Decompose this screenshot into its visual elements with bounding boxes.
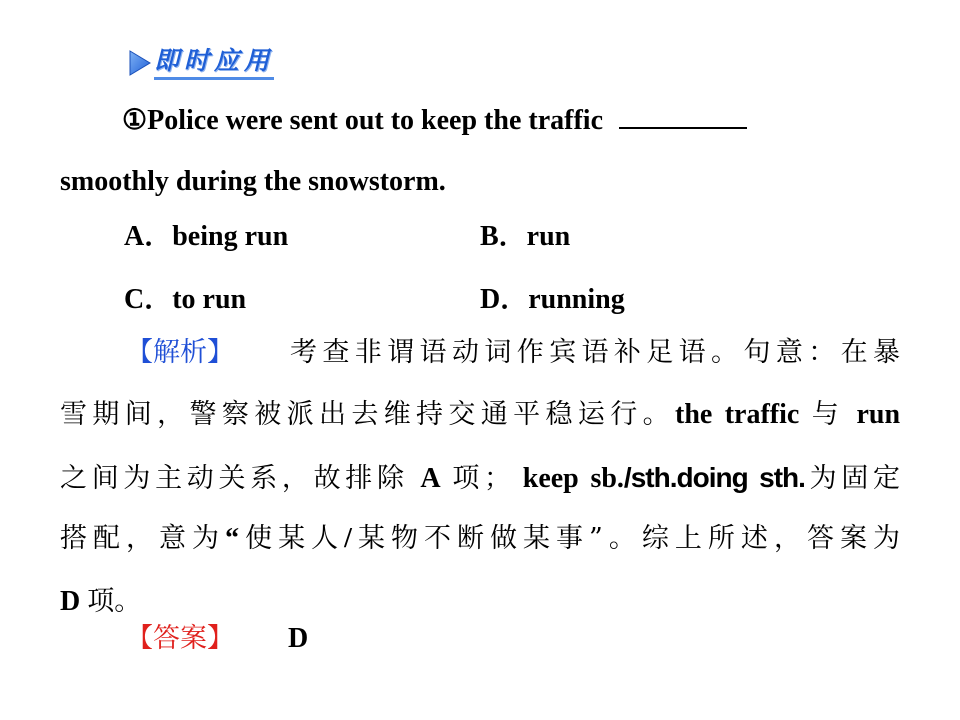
answer-value: D [288,623,309,654]
analysis-line-5: D 项。 [60,586,142,617]
analysis-tag: 【解析】 [126,337,234,368]
option-a: A．being run [124,221,289,252]
analysis-line-4: 搭配，意为“使某人/某物不断做某事”。综上所述，答案为 [60,523,900,554]
analysis-line-1: 考查非谓语动词作宾语补足语。句意：在暴 [290,337,900,368]
section-header [128,46,274,80]
answer-tag: 【答案】 [126,623,234,654]
option-c: C．to run [124,284,247,315]
question-line-2: smoothly during the snowstorm. [60,166,446,197]
analysis-line-3: 之间为主动关系，故排除 A 项； keep sb./sth.doing sth.为固定 [60,462,901,494]
section-title: 即时应用 [154,46,274,80]
question-stem: ①Police were sent out to keep the traffic [122,105,603,136]
option-d: D．running [480,284,625,315]
play-arrow-icon [128,49,152,77]
option-b: B．run [480,221,571,252]
analysis-line-2: 雪期间，警察被派出去维持交通平稳运行。the traffic 与 run [60,399,901,430]
answer-blank [619,103,747,129]
question-line-1 [122,103,747,138]
